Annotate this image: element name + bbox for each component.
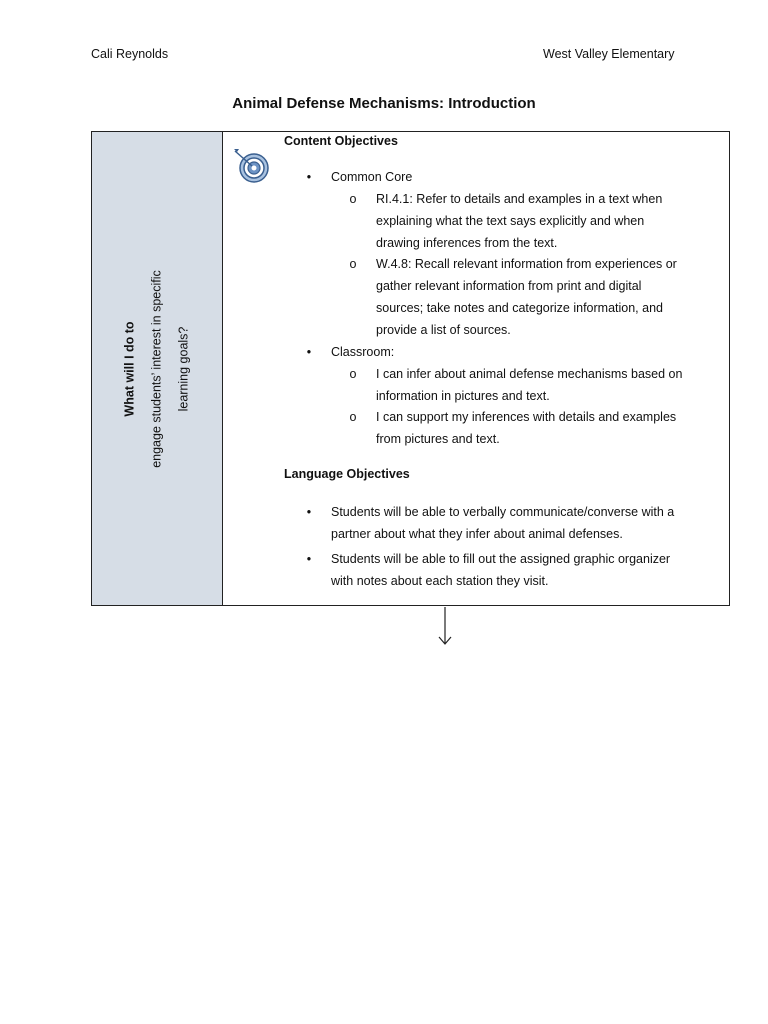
side-question (117, 219, 198, 519)
l2-line-1: Students will be able to fill out the assigned graphic organizer (331, 552, 671, 566)
bullet-dot: • (306, 170, 312, 184)
bullet-dot: • (306, 552, 312, 566)
c1-line-1: I can infer about animal defense mechanisms based on (376, 367, 683, 381)
author-name: Cali Reynolds (91, 47, 169, 61)
bullet-circle: o (349, 367, 357, 381)
side-line-2: engage students’ interest in specific (149, 270, 164, 468)
classroom-label: Classroom: (331, 345, 395, 359)
ri-line-3: drawing inferences from the text. (376, 236, 558, 250)
l1-line-1: Students will be able to verbally communicate/converse with a (331, 505, 675, 519)
side-line-1: What will I do to (122, 321, 137, 417)
school-name: West Valley Elementary (543, 47, 675, 61)
w-line-4: provide a list of sources. (376, 323, 511, 337)
c2-line-1: I can support my inferences with details and examples (376, 410, 677, 424)
page-title: Animal Defense Mechanisms: Introduction (232, 95, 536, 112)
l1-line-2: partner about what they infer about animal defenses. (331, 527, 623, 541)
ri-line-1: RI.4.1: Refer to details and examples in a text when (376, 192, 663, 206)
side-panel (92, 132, 223, 605)
language-objectives-heading: Language Objectives (284, 467, 410, 481)
content-objectives-heading: Content Objectives (284, 134, 398, 148)
side-line-3: learning goals? (176, 326, 191, 412)
target-icon (232, 146, 272, 186)
bullet-circle: o (349, 192, 357, 206)
c2-line-2: from pictures and text. (376, 432, 500, 446)
w-line-1: W.4.8: Recall relevant information from experiences or (376, 257, 677, 271)
ri-line-2: explaining what the text says explicitly and when (376, 214, 645, 228)
l2-line-2: with notes about each station they visit. (331, 574, 549, 588)
bullet-dot: • (306, 505, 312, 519)
common-core-label: Common Core (331, 170, 413, 184)
bullet-circle: o (349, 410, 357, 424)
bullet-dot: • (306, 345, 312, 359)
w-line-2: gather relevant information from print and digital (376, 279, 642, 293)
w-line-3: sources; take notes and categorize information, and (376, 301, 663, 315)
c1-line-2: information in pictures and text. (376, 389, 550, 403)
down-arrow-icon (437, 607, 453, 647)
objectives-table (91, 131, 730, 606)
bullet-circle: o (349, 257, 357, 271)
